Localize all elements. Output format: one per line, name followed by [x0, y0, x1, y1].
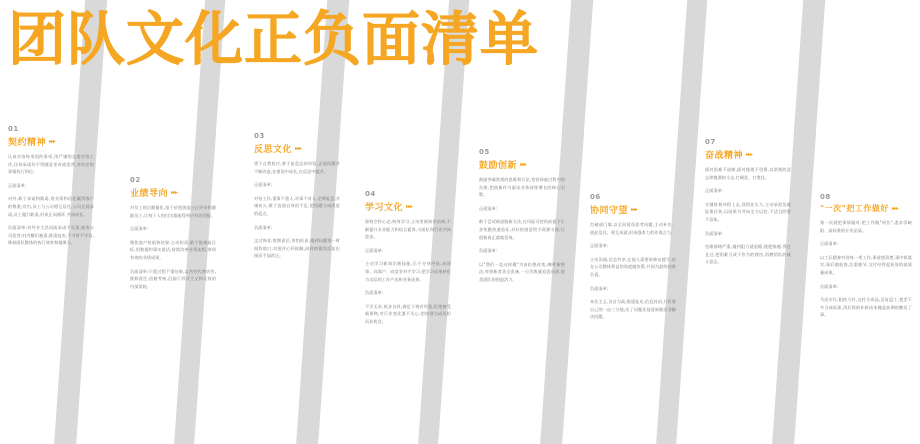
item-header [130, 186, 216, 199]
item-header [705, 148, 791, 161]
item-paragraph: 负面清单: [254, 224, 273, 230]
arrows-icon: ▸▸▸ [171, 188, 178, 196]
item-paragraph: 敢于尝试新思路新方法,在风险可控的前提下小步快跑快速验证,对好的创意给予资源支持,让创新真正落地见效。 [479, 219, 565, 240]
item-paragraph: 认真对待每项契约事项,用严谨的态度对待工作,任何承诺均不得随意更改或违背,对约定的事情执行到位。 [8, 154, 94, 175]
item-paragraph: 负面清单:对外夸大其词或承诺不兑现,损害公司信誉;对内敷衍塞责,推诿扯皮,不守时不守信,降低团队整体的执行效率和凝聚力。 [8, 225, 94, 246]
item-paragraph: 负面清单: [590, 285, 609, 291]
item-paragraph: 马虎应付,粗枝大叶,交付半成品,反复返工,把差不多当成标准,用后续的补救成本掩盖前期的敷衍了事。 [820, 297, 912, 318]
item-paragraph: 负面清单: [479, 248, 498, 254]
item-paragraph: 正面清单: [254, 182, 273, 188]
item-heading: 契约精神 [8, 138, 47, 148]
item-number: 01 [8, 125, 19, 133]
item-header [590, 203, 676, 216]
item-paragraph: 正面清单: [130, 226, 149, 232]
list-item [130, 176, 216, 296]
item-paragraph: 主动沟通,信息共享,在他人需要时伸出援手,站在公司整体利益的角度做决策,共同为最终结果负责。 [590, 256, 676, 277]
item-paragraph: 对待工作,重事不重人,对事不对人,定期复盘,开诚布公,敢于直面自身的不足,把问题当成改进的起点。 [254, 195, 340, 216]
item-paragraph: 正面清单: [8, 182, 27, 188]
item-heading: 反思文化 [254, 145, 293, 155]
item-number: 06 [590, 193, 601, 201]
item-paragraph: 正面清单: [479, 205, 498, 211]
list-item [820, 193, 912, 325]
item-header [8, 135, 94, 148]
item-paragraph: 面对困难不退缩,面对挑战不畏惧,以坚韧的意志和饱满的斗志,打硬仗、打胜仗。 [705, 167, 791, 180]
item-number: 05 [479, 148, 490, 156]
item-paragraph: 负面清单: [365, 290, 384, 296]
item-paragraph: 畏难情绪严重,遇到阻力就退缩,挑肥拣瘦,得过且过,把困难当成不作为的理由,消磨团队的战斗意志。 [705, 244, 791, 265]
item-paragraph: 聚焦客户价值和结果,主动担责,敢于挑战高目标,用数据和事实说话,持续改善业务流程,拿到有效的业绩成果。 [130, 239, 216, 260]
item-number: 07 [705, 138, 716, 146]
item-paragraph: 第一次就把事情做对,把工作做"到位",追求零缺陷、高标准的专业品质。 [820, 220, 912, 233]
item-heading: 鼓励创新 [479, 161, 518, 171]
item-paragraph: 本位主义,各自为政,推诿扯皮,信息封闭,只盯着自己的一亩三分地,出了问题先划清界限而非解决问题。 [590, 299, 676, 320]
item-header [254, 142, 340, 155]
arrows-icon: ▸▸▸ [631, 205, 638, 213]
arrows-icon: ▸▸▸ [891, 204, 898, 212]
item-paragraph: 负面清单:只重过程不重结果,以苦劳代替功劳,推卸责任,回避考核,沉溺于形式主义和无效的内部消耗。 [130, 268, 216, 289]
list-item [705, 138, 791, 272]
item-number: 04 [365, 190, 376, 198]
list-item [254, 132, 340, 266]
item-paragraph: 对外,敢于承诺和践诺,用业绩和信任赢得客户的尊重;对内,员工与公司相互信任,公司兑现承诺,员工履行职责,形成正向循环,共同成长。 [8, 196, 94, 217]
list-item [365, 190, 451, 332]
item-paragraph: 鼓励突破常规的思维和方法,宽容探索过程中的失败,把创新作为驱动业务持续增长的核心引擎。 [479, 177, 565, 198]
item-paragraph: 正面清单: [820, 241, 839, 247]
arrows-icon: ▸▸▸ [746, 150, 753, 158]
item-paragraph: 负面清单: [705, 230, 724, 236]
item-paragraph: 文过饰非,推卸责任,害怕担责,遇到问题第一时间找借口,对批评心怀抵触,同样的错误反复出现而不加改正。 [254, 238, 340, 259]
item-header [820, 203, 912, 214]
list-item [479, 148, 565, 290]
arrows-icon: ▸▸▸ [49, 137, 56, 145]
item-paragraph: 保持空杯心态,终身学习,主动更新知识结构,不断提升专业能力和综合素养,与团队和行业共同进步。 [365, 219, 451, 240]
item-number: 02 [130, 176, 141, 184]
item-paragraph: 对员工的贡献量化,基于价值创造公正评价和激励员工,让每个人的付出都能得到应有的回报。 [130, 205, 216, 218]
item-paragraph: 以"我们一直这样做"为由拒绝改变,嘲笑新想法,对创新者求全责备,一旦失败就追责问责,扼杀团队的创造活力。 [479, 261, 565, 282]
item-heading: 奋战精神 [705, 151, 744, 161]
item-paragraph: 主动学习新知识新技能,乐于分享经验,向同事、向客户、向竞争对手学习,把学习成果转化为实际的工作产出和业务成果。 [365, 261, 451, 282]
arrows-icon: ▸▸▸ [406, 202, 413, 210]
list-item [8, 125, 94, 253]
item-header [479, 158, 565, 171]
page-title: 团队文化正负面清单 [8, 5, 540, 73]
item-paragraph: 以工匠精神对待每一项工作,事前想清楚,事中抓落实,事后做检查,注重细节,交付经得起检验的高质量成果。 [820, 254, 912, 275]
list-item [590, 193, 676, 327]
item-heading: "一次"把工作做好 [820, 204, 889, 213]
item-header [365, 200, 451, 213]
item-number: 03 [254, 132, 265, 140]
item-heading: 业绩导向 [130, 189, 169, 199]
arrows-icon: ▸▸▸ [295, 144, 302, 152]
arrows-icon: ▸▸▸ [520, 160, 527, 168]
item-paragraph: 正面清单: [705, 188, 724, 194]
item-paragraph: 负面清单: [820, 283, 839, 289]
item-paragraph: 正面清单: [365, 247, 384, 253]
item-paragraph: 打破部门墙,以全局视角思考问题,主动补位、彼此信任、相互成就,形成强有力的作战合力。 [590, 222, 676, 235]
item-paragraph: 勇于自我检讨,善于复盘总结经验,正视问题并不断改进,在错误中成长,在反思中提升。 [254, 161, 340, 174]
item-paragraph: 正面清单: [590, 243, 609, 249]
item-paragraph: 不学无术,故步自封,满足于现有经验,拒绝接受新事物,对行业变化漠不关心,把培训当成负担而非机会。 [365, 303, 451, 324]
item-heading: 协同守望 [590, 206, 629, 216]
item-paragraph: 关键时刻冲得上去,顶得住压力,主动承担急难险重任务,以结果为导向全力以赴,不达目的誓不罢休。 [705, 201, 791, 222]
item-heading: 学习文化 [365, 203, 404, 213]
item-number: 08 [820, 193, 831, 201]
